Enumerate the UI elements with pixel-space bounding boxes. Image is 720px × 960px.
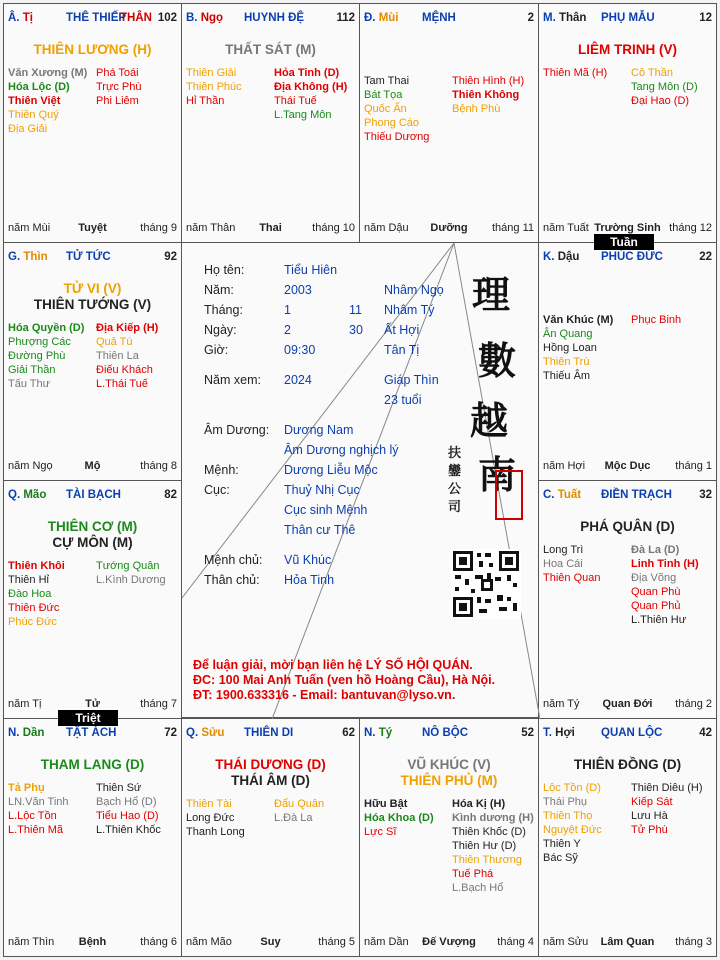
minor-stars-left — [8, 321, 84, 391]
label-gio: Giờ: — [204, 343, 229, 357]
minor-star: Trực Phù — [96, 81, 142, 93]
minor-star: Thiên Mã (H) — [543, 67, 608, 79]
am-duong-value: Dương Nam — [284, 423, 354, 437]
palace-name: MỆNH — [422, 12, 456, 24]
palace-year: năm Thân — [186, 222, 236, 234]
palace-dau[interactable] — [538, 242, 717, 481]
gio-am: Tân Tị — [384, 343, 420, 357]
minor-stars-right — [452, 797, 534, 895]
minor-star: Tả Phụ — [8, 782, 45, 794]
minor-star: Lộc Tồn (D) — [543, 782, 601, 794]
label-menh-chu: Mệnh chủ: — [204, 553, 263, 567]
palace-position: B. Ngọ — [186, 12, 224, 24]
palace-position: C. Tuất — [543, 489, 582, 501]
palace-year: năm Hợi — [543, 460, 586, 472]
minor-star: L.Thái Tuế — [96, 378, 148, 390]
palace-year: năm Ngọ — [8, 460, 53, 472]
palace-suu[interactable] — [181, 718, 360, 957]
minor-stars-left — [364, 74, 429, 144]
minor-star: Hóa Khoa (D) — [364, 812, 434, 824]
minor-star: Thiên Quý — [8, 109, 59, 121]
tuoi-value: 23 tuổi — [384, 393, 422, 407]
palace-number: 42 — [699, 727, 712, 739]
palace-stage: Lâm Quan — [600, 936, 655, 948]
minor-star: L.Lộc Tồn — [8, 810, 57, 822]
palace-stage: Mộ — [84, 460, 101, 472]
palace-month: tháng 1 — [675, 460, 712, 472]
minor-star: Văn Xương (M) — [8, 67, 88, 79]
minor-star: Hỉ Thần — [186, 95, 225, 107]
label-ngay: Ngày: — [204, 323, 237, 337]
palace-tuat[interactable] — [538, 480, 717, 719]
minor-stars-right — [452, 74, 524, 116]
palace-name: TÀI BẠCH — [66, 489, 121, 501]
minor-star: Hóa Lộc (D) — [8, 81, 70, 93]
minor-stars-right — [96, 66, 141, 108]
palace-number: 72 — [164, 727, 177, 739]
minor-stars-right — [96, 781, 161, 837]
minor-star: Bệnh Phù — [452, 103, 501, 115]
thang-am: Nhâm Tý — [384, 303, 435, 317]
minor-star: Bác Sỹ — [543, 852, 578, 864]
minor-star: Thiên Quan — [543, 572, 601, 584]
minor-star: Ân Quang — [543, 328, 593, 340]
main-star: LIÊM TRINH (V) — [578, 42, 677, 57]
minor-stars-right — [631, 313, 681, 327]
palace-position: M. Thân — [543, 12, 587, 24]
palace-month: tháng 11 — [491, 222, 534, 234]
minor-star: Đại Hao (D) — [631, 95, 690, 107]
minor-stars-left — [364, 797, 434, 839]
palace-number: 82 — [164, 489, 177, 501]
minor-stars-left — [8, 559, 65, 629]
minor-star: Long Đức — [186, 812, 235, 824]
palace-year: năm Tị — [8, 698, 42, 710]
nam-xem-am: Giáp Thìn — [384, 373, 439, 387]
palace-name: HUYNH ĐỆ — [244, 12, 305, 24]
palace-position: N. Tý — [364, 727, 393, 739]
palace-header — [8, 727, 177, 741]
minor-star: Nguyệt Đức — [543, 824, 602, 836]
calli-char-3: 越 — [470, 398, 509, 443]
minor-stars-right — [274, 66, 347, 122]
palace-dan[interactable] — [3, 718, 182, 957]
palace-month: tháng 10 — [312, 222, 355, 234]
minor-star: Địa Võng — [631, 572, 677, 584]
palace-year: năm Tý — [543, 698, 580, 710]
palace-name: TẬT ÁCH — [66, 727, 117, 739]
calli-char-1: 理 — [472, 272, 511, 317]
minor-star: Tam Thai — [364, 75, 410, 87]
palace-year: năm Tuất — [543, 222, 589, 234]
minor-star: Thiếu Âm — [543, 370, 591, 382]
palace-month: tháng 3 — [675, 936, 712, 948]
minor-star: Thiên Hỉ — [8, 574, 49, 586]
minor-star: Thiên Phúc — [186, 81, 242, 93]
minor-star: Lưu Hà — [631, 810, 668, 822]
minor-stars-right — [631, 66, 698, 108]
thang-am-num: 11 — [349, 303, 362, 317]
palace-footer — [8, 222, 177, 236]
palace-position: Đ. Mùi — [364, 12, 399, 24]
minor-star: Thái Phụ — [543, 796, 588, 808]
minor-star: Thiên Thương — [452, 854, 523, 866]
palace-year: năm Dậu — [364, 222, 409, 234]
palace-month: tháng 7 — [140, 698, 177, 710]
palace-number: 22 — [699, 251, 712, 263]
minor-star: L.Đà La — [274, 812, 313, 824]
minor-stars-left — [543, 313, 613, 383]
palace-header — [543, 12, 712, 26]
minor-star: Thiên Giải — [186, 67, 237, 79]
palace-year: năm Sửu — [543, 936, 589, 948]
triet-marker: Triệt — [58, 710, 118, 726]
cuc-value: Thuỷ Nhị Cục — [284, 483, 360, 497]
label-am-duong: Âm Dương: — [204, 423, 270, 437]
palace-position: Â. Tị — [8, 12, 33, 24]
palace-number: 62 — [342, 727, 355, 739]
minor-star: Tang Môn (D) — [631, 81, 698, 93]
minor-star: Địa Giải — [8, 123, 48, 135]
label-than-chu: Thân chủ: — [204, 573, 260, 587]
palace-number: 52 — [521, 727, 534, 739]
minor-star: Cô Thần — [631, 67, 673, 79]
main-star: VŨ KHÚC (V) — [407, 757, 491, 772]
minor-star: L.Kình Dương — [96, 574, 166, 586]
minor-star: L.Tang Môn — [274, 109, 332, 121]
ngay-am-num: 30 — [349, 323, 363, 337]
palace-stage: Thai — [259, 222, 282, 234]
palace-stage: Trường Sinh — [594, 222, 661, 234]
minor-star: Thái Tuế — [274, 95, 317, 107]
palace-number: 32 — [699, 489, 712, 501]
minor-star: Thiên Không — [452, 89, 520, 101]
ho-ten-value: Tiểu Hiên — [284, 263, 338, 277]
palace-header — [186, 12, 355, 26]
palace-footer — [364, 936, 534, 950]
palace-month: tháng 4 — [497, 936, 534, 948]
palace-header — [543, 251, 712, 265]
minor-star: Văn Khúc (M) — [543, 314, 614, 326]
minor-star: Hồng Loan — [543, 342, 597, 354]
palace-footer — [364, 222, 534, 236]
minor-star: Thiên Tài — [186, 798, 232, 810]
qr-code-icon — [451, 549, 521, 619]
ngay-am: Ất Hợi — [384, 323, 420, 337]
palace-position: N. Dần — [8, 727, 45, 739]
main-star: THẤT SÁT (M) — [225, 42, 316, 57]
minor-star: Đẩu Quân — [274, 798, 325, 810]
palace-stage: Tử — [85, 698, 100, 710]
minor-star: Tuế Phá — [452, 868, 494, 880]
palace-stage: Quan Đới — [602, 698, 653, 710]
gio-value: 09:30 — [284, 343, 316, 357]
thang-duong: 1 — [284, 303, 291, 317]
minor-stars-right — [96, 321, 158, 391]
palace-header — [8, 12, 177, 26]
palace-footer — [186, 222, 355, 236]
palace-mui[interactable] — [359, 3, 539, 243]
palace-name: TỬ TỨC — [66, 251, 111, 263]
main-star: THIÊN TƯỚNG (V) — [33, 297, 152, 312]
palace-header — [364, 12, 534, 26]
nam-am: Nhâm Ngọ — [384, 283, 444, 297]
minor-star: Tấu Thư — [8, 378, 51, 390]
minor-star: Quả Tú — [96, 336, 133, 348]
palace-name: THIÊN DI — [244, 727, 294, 739]
palace-stage: Đế Vượng — [422, 936, 476, 948]
minor-star: Thiên Hư (D) — [452, 840, 517, 852]
minor-stars-left — [543, 66, 607, 80]
am-duong-note: Âm Dương nghịch lý — [284, 443, 399, 457]
minor-star: Quan Phù — [631, 586, 681, 598]
minor-star: Thiên Y — [543, 838, 581, 850]
minor-star: Địa Kiếp (H) — [96, 322, 159, 334]
minor-star: L.Thiên Mã — [8, 824, 64, 836]
palace-year: năm Mão — [186, 936, 232, 948]
minor-star: Thiên La — [96, 350, 139, 362]
palace-footer — [8, 460, 177, 474]
minor-star: Thiên Thọ — [543, 810, 593, 822]
palace-position: Q. Sửu — [186, 727, 225, 739]
minor-star: Hoa Cái — [543, 558, 583, 570]
minor-stars-left — [543, 781, 602, 865]
minor-star: Hóa Quyền (D) — [8, 322, 85, 334]
palace-tys[interactable] — [359, 718, 539, 957]
small-char-3: 公 — [448, 482, 462, 497]
minor-star: LN.Văn Tinh — [8, 796, 69, 808]
palace-number: 112 — [336, 12, 355, 24]
nam-duong: 2003 — [284, 283, 312, 297]
palace-footer — [8, 936, 177, 950]
palace-footer — [543, 698, 712, 712]
palace-name: ĐIỀN TRẠCH — [601, 489, 672, 501]
minor-star: Thiên Diêu (H) — [631, 782, 703, 794]
minor-star: Long Trì — [543, 544, 584, 556]
main-star: THÁI ÂM (D) — [231, 773, 310, 788]
minor-star: Phục Binh — [631, 314, 682, 326]
main-star: THÁI DƯƠNG (D) — [215, 757, 326, 772]
minor-star: Thiên Khôi — [8, 560, 65, 572]
body-mark: THÂN — [120, 12, 152, 24]
minor-star: Thiên Sứ — [96, 782, 142, 794]
palace-month: tháng 6 — [140, 936, 177, 948]
palace-hoi[interactable] — [538, 718, 717, 957]
minor-star: Thiên Hình (H) — [452, 75, 525, 87]
main-star: TỬ VI (V) — [63, 281, 122, 296]
palace-name: THÊ THIẾP — [66, 12, 127, 24]
palace-number: 92 — [164, 251, 177, 263]
minor-star: Thiên Việt — [8, 95, 61, 107]
palace-ty[interactable] — [3, 3, 182, 243]
label-nam-xem: Năm xem: — [204, 373, 261, 387]
minor-star: Lực Sĩ — [364, 826, 397, 838]
minor-star: Tiểu Hao (D) — [96, 810, 159, 822]
main-star: CỰ MÔN (M) — [52, 535, 133, 550]
menh-value: Dương Liễu Mộc — [284, 463, 378, 477]
label-menh: Mệnh: — [204, 463, 239, 477]
palace-name: NÔ BỘC — [422, 727, 468, 739]
palace-footer — [543, 936, 712, 950]
palace-stage: Suy — [260, 936, 281, 948]
minor-star: Phúc Đức — [8, 616, 57, 628]
palace-header — [8, 489, 177, 503]
palace-year: năm Thìn — [8, 936, 55, 948]
minor-star: Tướng Quân — [96, 560, 160, 572]
minor-star: L.Thiên Hư — [631, 614, 687, 626]
palace-name: PHỤ MẪU — [601, 12, 655, 24]
palace-footer — [186, 936, 355, 950]
palace-position: Q. Mão — [8, 489, 47, 501]
red-seal — [495, 470, 523, 520]
minor-stars-right — [631, 781, 703, 837]
palace-ngo[interactable] — [181, 3, 360, 243]
palace-position: K. Dậu — [543, 251, 580, 263]
palace-header — [543, 727, 712, 741]
label-ho-ten: Họ tên: — [204, 263, 245, 277]
palace-number: 12 — [699, 12, 712, 24]
palace-header — [364, 727, 534, 741]
palace-number: 2 — [527, 12, 534, 24]
palace-position: T. Hợi — [543, 727, 575, 739]
minor-star: L.Thiên Khốc — [96, 824, 161, 836]
palace-number: 102 — [157, 12, 177, 24]
palace-year: năm Mùi — [8, 222, 51, 234]
calli-char-4: 南 — [478, 452, 517, 497]
minor-star: Tử Phù — [631, 824, 668, 836]
palace-header — [186, 727, 355, 741]
minor-star: Phượng Các — [8, 336, 71, 348]
minor-star: Điếu Khách — [96, 364, 153, 376]
ngay-duong: 2 — [284, 323, 291, 337]
minor-star: Phong Cáo — [364, 117, 420, 129]
minor-stars-left — [8, 66, 87, 136]
palace-month: tháng 12 — [669, 222, 712, 234]
contact-block — [193, 658, 495, 703]
label-nam: Năm: — [204, 283, 234, 297]
minor-stars-left — [8, 781, 69, 837]
qr-code[interactable] — [451, 549, 521, 619]
palace-name: QUAN LỘC — [601, 727, 663, 739]
minor-star: Quan Phủ — [631, 600, 681, 612]
label-thang: Tháng: — [204, 303, 243, 317]
minor-star: Thiếu Dương — [364, 131, 430, 143]
minor-star: Thiên Đức — [8, 602, 60, 614]
palace-header — [8, 251, 177, 265]
minor-star: Thanh Long — [186, 826, 245, 838]
cuc-note-1: Cục sinh Mệnh — [284, 503, 368, 517]
minor-star: Kiếp Sát — [631, 796, 673, 808]
cuc-note-2: Thân cư Thê — [284, 523, 356, 537]
minor-star: Đường Phù — [8, 350, 66, 362]
minor-star: Quốc Ấn — [364, 103, 407, 115]
palace-month: tháng 9 — [140, 222, 177, 234]
palace-stage: Bệnh — [78, 936, 107, 948]
minor-star: Hóa Kị (H) — [452, 798, 506, 810]
palace-month: tháng 8 — [140, 460, 177, 472]
palace-year: năm Dần — [364, 936, 409, 948]
minor-star: L.Bạch Hổ — [452, 882, 504, 894]
minor-star: Linh Tinh (H) — [631, 558, 699, 570]
main-star: THIÊN ĐỒNG (D) — [573, 757, 682, 772]
than-chu-value: Hỏa Tinh — [284, 573, 335, 587]
contact-line-1: Để luận giải, mời bạn liên hệ LÝ SỐ HỘI QUÁN. — [193, 658, 473, 672]
main-star: PHÁ QUÂN (D) — [580, 519, 675, 534]
main-star: THIÊN LƯƠNG (H) — [33, 42, 152, 57]
small-char-2: 鑾 — [448, 464, 462, 479]
minor-stars-left — [543, 543, 600, 585]
tuan-marker: Tuần — [594, 234, 654, 250]
small-char-4: 司 — [448, 500, 462, 515]
contact-line-3: ĐT: 1900.633316 - Email: bantuvan@lyso.vn. — [193, 688, 456, 702]
minor-star: Địa Không (H) — [274, 81, 348, 93]
palace-name: PHÚC ĐỨC — [601, 251, 663, 263]
palace-mao[interactable] — [3, 480, 182, 719]
minor-stars-right — [96, 559, 166, 587]
minor-star: Đà La (D) — [631, 544, 680, 556]
minor-star: Hữu Bật — [364, 798, 408, 810]
minor-star: Giải Thần — [8, 364, 56, 376]
menh-chu-value: Vũ Khúc — [284, 553, 332, 567]
main-star: THIÊN CƠ (M) — [47, 519, 138, 534]
main-star: THAM LANG (D) — [40, 757, 145, 772]
palace-position: G. Thìn — [8, 251, 48, 263]
label-cuc: Cục: — [204, 483, 230, 497]
nam-xem-value: 2024 — [284, 373, 312, 387]
minor-star: Bát Tọa — [364, 89, 403, 101]
palace-stage: Tuyệt — [78, 222, 107, 234]
palace-than[interactable] — [538, 3, 717, 243]
minor-star: Thiên Khốc (D) — [452, 826, 526, 838]
minor-star: Đào Hoa — [8, 588, 52, 600]
palace-month: tháng 2 — [675, 698, 712, 710]
minor-star: Thiên Trù — [543, 356, 590, 368]
small-char-1: 扶 — [448, 446, 462, 461]
minor-star: Phá Toái — [96, 67, 139, 79]
main-star: THIÊN PHỦ (M) — [400, 773, 498, 788]
minor-stars-left — [186, 66, 242, 108]
minor-stars-left — [186, 797, 245, 839]
minor-stars-right — [631, 543, 699, 627]
palace-stage: Mộc Dục — [604, 460, 651, 472]
minor-star: Kình dương (H) — [452, 812, 534, 824]
minor-star: Phi Liêm — [96, 95, 139, 107]
calli-char-2: 數 — [478, 338, 517, 383]
minor-star: Bạch Hổ (D) — [96, 796, 157, 808]
palace-stage: Dưỡng — [430, 222, 468, 234]
palace-header — [543, 489, 712, 503]
minor-stars-right — [274, 797, 324, 825]
palace-month: tháng 5 — [318, 936, 355, 948]
contact-line-2: ĐC: 100 Mai Anh Tuấn (ven hồ Hoàng Cầu), Hà Nội. — [193, 673, 496, 687]
palace-thin[interactable] — [3, 242, 182, 481]
palace-footer — [543, 460, 712, 474]
minor-star: Hỏa Tinh (D) — [274, 67, 340, 79]
